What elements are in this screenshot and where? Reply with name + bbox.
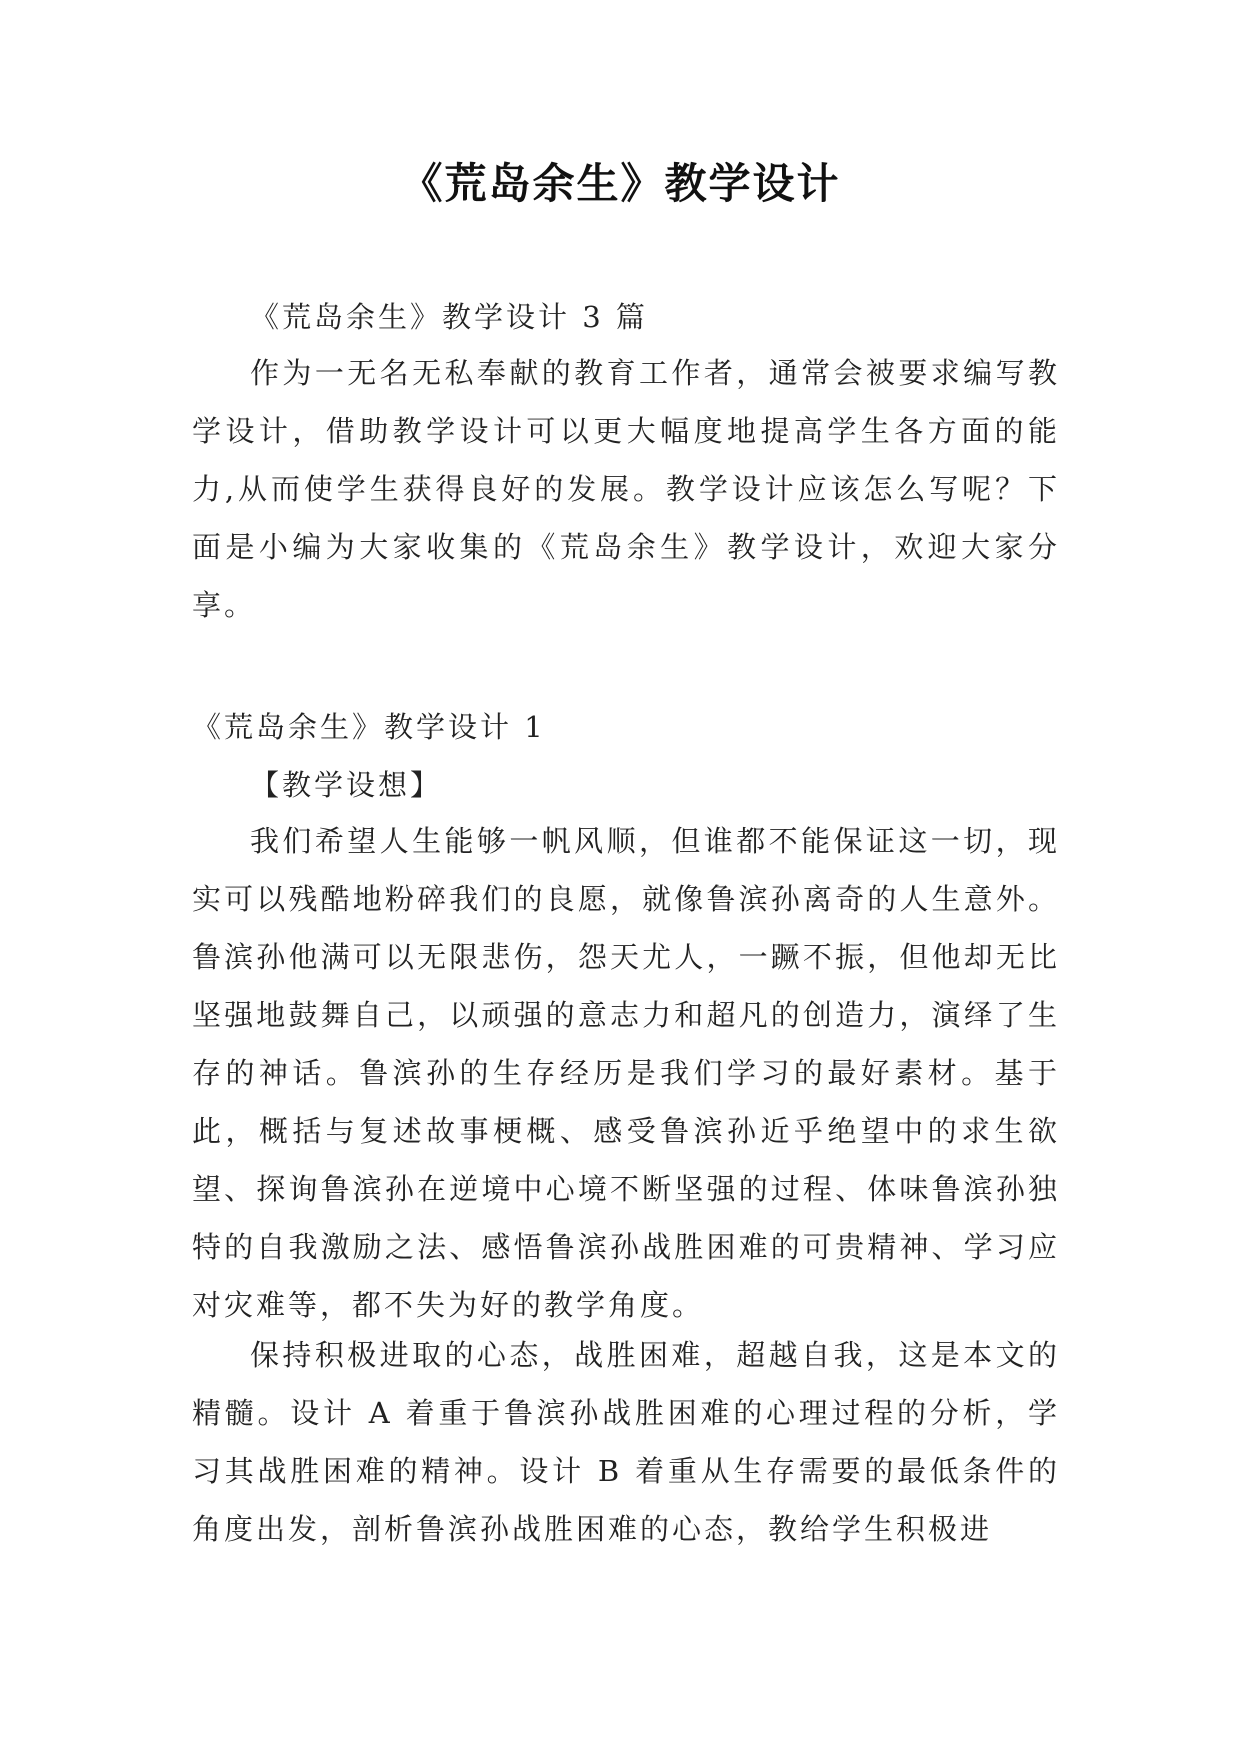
intro-block — [192, 344, 1060, 634]
body-paragraph-2: 保持积极进取的心态，战胜困难，超越自我，这是本文的精髓。设计 A 着重于鲁滨孙战胜困难的心理过程的分析，学习其战胜困难的精神。设计 B 着重从生存需要的最低条件的角度出发，剖析鲁滨孙战胜困难的心态，教给学生积极进 — [192, 1338, 1060, 1546]
body-paragraph-1-block — [192, 812, 1060, 1334]
document-subtitle: 《荒岛余生》教学设计 3 篇 — [250, 300, 648, 334]
section-heading: 《荒岛余生》教学设计 1 — [192, 710, 546, 744]
teaching-idea-heading: 【教学设想】 — [250, 768, 443, 802]
section-heading-block — [192, 698, 1060, 756]
body-paragraph-2-block — [192, 1326, 1060, 1558]
intro-paragraph: 作为一无名无私奉献的教育工作者，通常会被要求编写教学设计，借助教学设计可以更大幅度地提高学生各方面的能力,从而使学生获得良好的发展。教学设计应该怎么写呢？下面是小编为大家收集的《荒岛余生》教学设计，欢迎大家分享。 — [192, 356, 1060, 622]
document-title: 《荒岛余生》教学设计 — [400, 159, 841, 208]
teaching-idea-block — [192, 756, 1060, 814]
document-subtitle-block — [192, 288, 1060, 346]
body-paragraph-1: 我们希望人生能够一帆风顺，但谁都不能保证这一切，现实可以残酷地粉碎我们的良愿，就像鲁滨孙离奇的人生意外。鲁滨孙他满可以无限悲伤，怨天尤人，一蹶不振，但他却无比坚强地鼓舞自己，以顽强的意志力和超凡的创造力，演绎了生存的神话。鲁滨孙的生存经历是我们学习的最好素材。基于此，概括与复述故事梗概、感受鲁滨孙近乎绝望中的求生欲望、探询鲁滨孙在逆境中心境不断坚强的过程、体味鲁滨孙独特的自我激励之法、感悟鲁滨孙战胜困难的可贵精神、学习应对灾难等，都不失为好的教学角度。 — [192, 824, 1060, 1322]
